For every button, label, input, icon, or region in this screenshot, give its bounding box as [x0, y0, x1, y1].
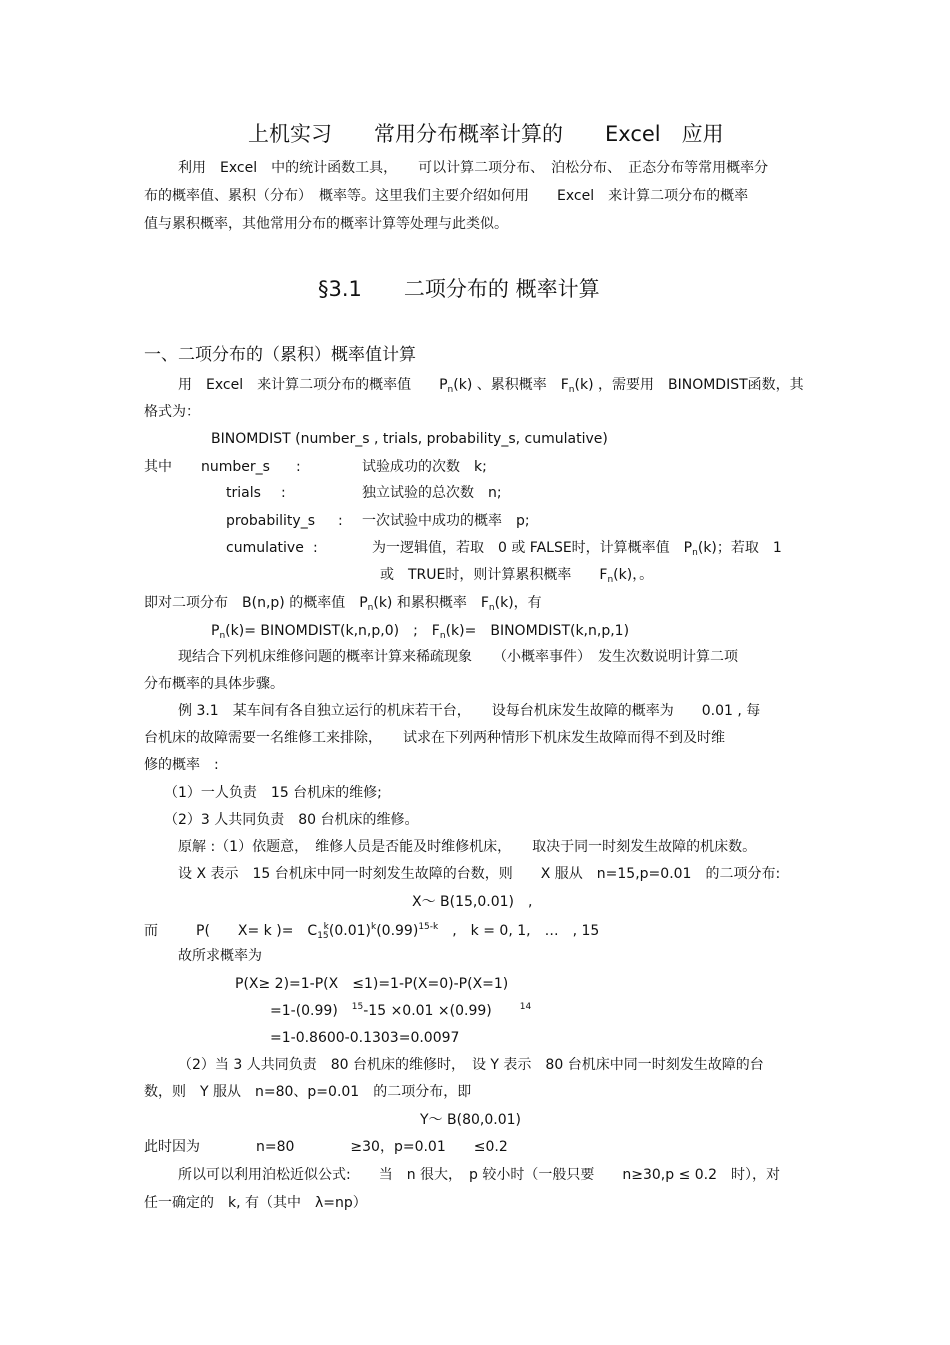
paragraph-binomdist-intro: 用 Excel 来计算二项分布的概率值 $P_n(k)$ 、累积概率 $F_n(k)$ ，需要用 BINOMDIST函数，其 [178, 377, 804, 395]
param-desc-number-s: 试验成功的次数 k; [362, 459, 487, 475]
case-2: （2）3 人共同负责 80 台机床的维修。 [164, 812, 419, 828]
param-name-number-s: number_s [201, 459, 270, 475]
param-name-cumulative: cumulative [226, 540, 304, 556]
example-line-3: 修的概率 : [144, 757, 219, 773]
param-name-probability-s: probability_s [226, 513, 315, 529]
param-colon: : [281, 485, 286, 501]
pmf-lead: 而 [144, 923, 158, 939]
document-title: 上机实习 常用分布概率计算的 Excel 应用 [248, 122, 724, 146]
param-colon: : [296, 459, 301, 475]
calc-line-1: P(X≥ 2)=1-P(X ≤1)=1-P(X=0)-P(X=1) [235, 976, 509, 992]
paragraph-example-intro-2: 分布概率的具体步骤。 [144, 676, 284, 692]
param-name-trials: trials [226, 485, 261, 501]
param-colon: : [338, 513, 343, 529]
paragraph-binomdist-intro-line2: 格式为： [144, 404, 200, 420]
therefore-line: 故所求概率为 [178, 948, 262, 964]
param-desc-trials: 独立试验的总次数 n; [362, 485, 502, 501]
param-lead: 其中 [144, 459, 172, 475]
case-1: （1）一人负责 15 台机床的维修; [164, 785, 382, 801]
calc-line-3: =1-0.8600-0.1303=0.0097 [270, 1030, 460, 1046]
section-title: §3.1 二项分布的 概率计算 [318, 277, 600, 301]
poisson-line-2: 任一确定的 k, 有（其中 λ=np） [144, 1195, 367, 1211]
intro-line-3: 值与累积概率，其他常用分布的概率计算等处理与此类似。 [144, 216, 508, 232]
poisson-line-1: 所以可以利用泊松近似公式: 当 n 很大， p 较小时（一般只要 n≥30,p ≤ 0.2 时），对 [178, 1167, 781, 1183]
intro-line-1: 利用 Excel 中的统计函数工具， 可以计算二项分布、 泊松分布、 正态分布等常用概率分 [178, 160, 769, 176]
param-desc-cumulative: 为一逻辑值，若取 0 或 FALSE时，计算概率值 $P_n(k)$；若取 1 [372, 540, 782, 558]
example-line-2: 台机床的故障需要一名维修工来排除， 试求在下列两种情形下机床发生故障而得不到及时维 [144, 730, 725, 746]
part2-line-2: 数，则 Y 服从 n=80、p=0.01 的二项分布，即 [144, 1084, 472, 1100]
solution-line-1: 原解 :（1）依题意， 维修人员是否能及时维修机床， 取决于同一时刻发生故障的机床数。 [178, 839, 757, 855]
distribution-1: X～ B(15,0.01) , [412, 894, 533, 910]
calc-line-2: =1-(0.99) $^{15}$-15 ×0.01 ×(0.99) $^{14}$ [270, 1002, 532, 1019]
pmf-formula: P( X= k )= $C_{15}^k(0.01)^k(0.99)^{15-k}$ , k = 0, 1, … , 15 [196, 922, 600, 941]
distribution-2: Y～ B(80,0.01) [420, 1112, 521, 1128]
subsection-title: 一、二项分布的（累积）概率值计算 [144, 345, 416, 365]
formula-binomdist: $P_n(k)=$ BINOMDIST(k,n,p,0) ; $F_n(k)=$ BINOMDIST(k,n,p,1) [211, 623, 630, 641]
param-desc-cumulative-line2: 或 TRUE时，则计算累积概率 $F_n(k)$，。 [380, 567, 654, 585]
part2-line-1: （2）当 3 人共同负责 80 台机床的维修时， 设 Y 表示 80 台机床中同一时刻发生故障的台 [178, 1057, 764, 1073]
solution-line-2: 设 X 表示 15 台机床中同一时刻发生故障的台数，则 X 服从 n=15,p=0.01 的二项分布: [178, 866, 781, 882]
paragraph-binomial-pf: 即对二项分布 B(n,p) 的概率值 $P_n(k)$ 和累积概率 $F_n(k)$，有 [144, 595, 542, 613]
param-colon: : [313, 540, 318, 556]
function-syntax: BINOMDIST (number_s , trials, probability_s, cumulative) [211, 431, 608, 447]
example-line-1: 例 3.1 某车间有各自独立运行的机床若干台， 设每台机床发生故障的概率为 0.01 , 每 [178, 703, 761, 719]
paragraph-example-intro-1: 现结合下列机床维修问题的概率计算来稀疏现象 （小概率事件） 发生次数说明计算二项 [178, 649, 738, 665]
intro-line-2: 布的概率值、累积（分布） 概率等。这里我们主要介绍如何用 Excel 来计算二项分布的概率 [144, 188, 749, 204]
since-line: 此时因为 n=80 ≥30，p=0.01 ≤0.2 [144, 1139, 508, 1155]
param-desc-probability-s: 一次试验中成功的概率 p; [362, 513, 530, 529]
